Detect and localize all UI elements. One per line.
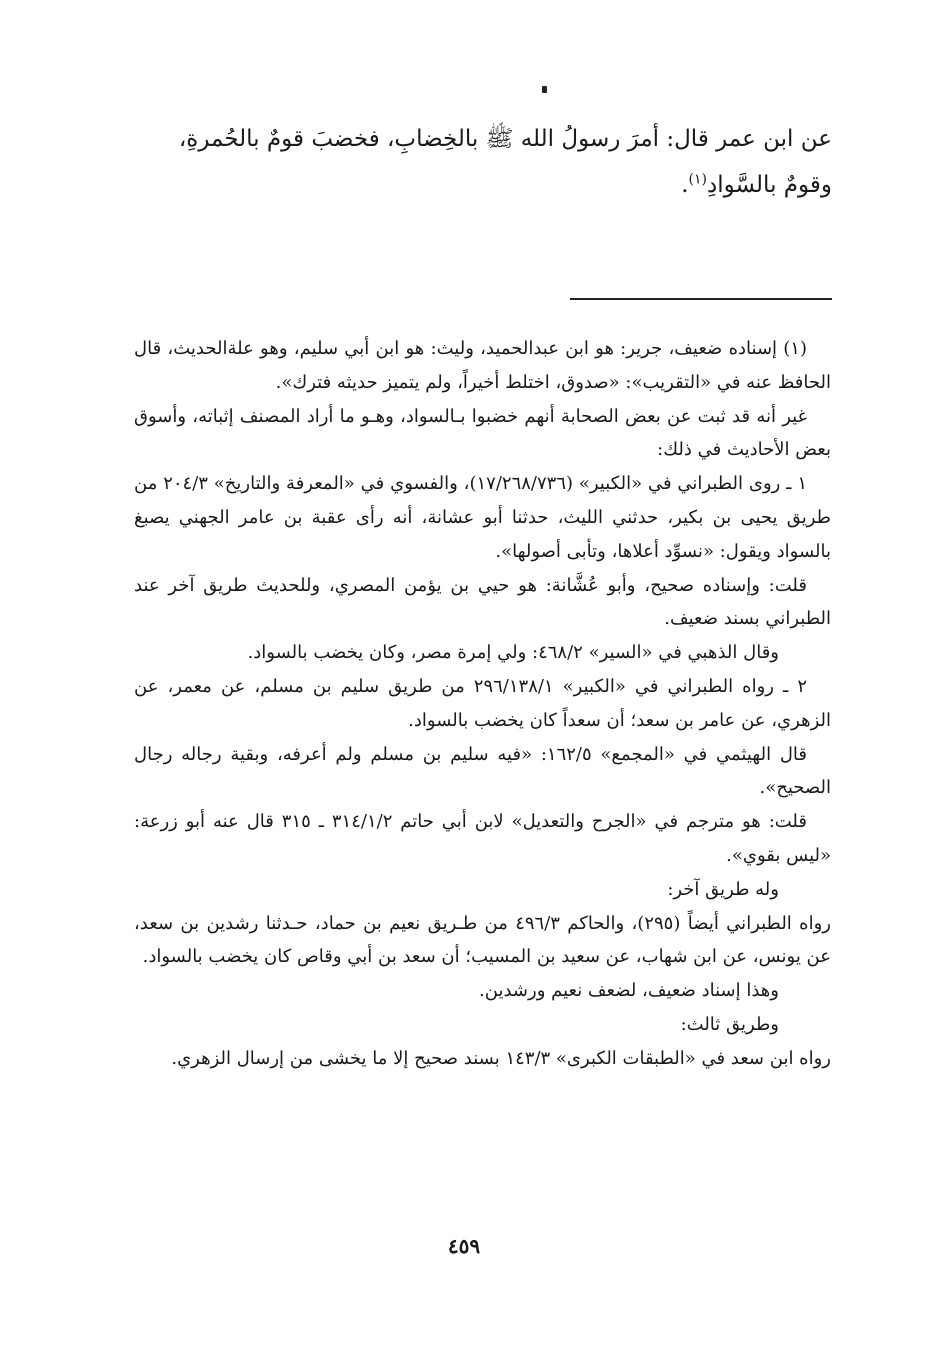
- footnote-divider: [570, 298, 832, 300]
- footnote-paragraph: وقال الذهبي في «السير» ٤٦٨/٢: ولي إمرة مصر، وكان يخضب بالسواد.: [247, 642, 779, 664]
- footnote-paragraph: رواه ابن سعد في «الطبقات الكبرى» ١٤٣/٣ بسند صحيح إلا ما يخشى من إرسال الزهري.: [171, 1047, 831, 1069]
- page-mark: [542, 86, 547, 93]
- main-text-line-2: وقومٌ بالسَّوادِ: [707, 172, 832, 198]
- footnote-paragraph: قال الهيثمي في «المجمع» ١٦٢/٥: «فيه سليم بن مسلم ولم أعرفه، وبقية رجاله رجال الصحيح».: [134, 743, 831, 799]
- main-text-line-2-end: .: [681, 172, 689, 198]
- footnote-paragraph: وهذا إسناد ضعيف، لضعف نعيم ورشدين.: [479, 980, 779, 1002]
- main-text-line: [130, 116, 832, 162]
- main-text-line: [130, 162, 832, 208]
- main-text-line-1: عن ابن عمر قال: أمرَ رسولُ الله ﷺ بالخِضابِ، فخضبَ قومٌ بالحُمرةِ،: [178, 126, 832, 152]
- footnote-paragraph: غير أنه قد ثبت عن بعض الصحابة أنهم خضبوا بـالسواد، وهـو ما أراد المصنف إثباته، وأسوق بعض الأحاديث في ذلك:: [134, 405, 831, 461]
- footnote-paragraph: قلت: هو مترجم في «الجرح والتعديل» لابن أبي حاتم ٣١٤/١/٢ ـ ٣١٥ قال عنه أبو زرعة: «ليس بقوي».: [134, 811, 831, 866]
- footnote-paragraph: وطريق ثالث:: [680, 1013, 779, 1035]
- footnote-paragraph: (١) إسناده ضعيف، جرير: هو ابن عبدالحميد، وليث: هو ابن أبي سليم، وهو علةالحديث، قال الحافظ عنه في «التقريب»: «صدوق، اختلط أخيراً، ولم يتميز حديثه فترك».: [134, 338, 831, 393]
- footnote-paragraph: رواه الطبراني أيضاً (٢٩٥)، والحاكم ٤٩٦/٣ من طـريق نعيم بن حماد، حـدثنا رشدين بن سعد، عن يونس، عن ابن شهاب، عن سعيد بن المسيب؛ أن سعد بن أبي وقاص كان يخضب بالسواد.: [134, 912, 831, 968]
- footnote-paragraph: ١ ـ روى الطبراني في «الكبير» (١٧/٢٦٨/٧٣٦)، والفسوي في «المعرفة والتاريخ» ٢٠٤/٣ من طريق يحيى بن بكير، حدثني الليث، حدثنا أبو عشانة، أنه رأى عقبة بن عامر الجهني يصبغ بالسواد ويقول: «نسوِّد أعلاها، وتأبى أصولها».: [134, 473, 831, 562]
- footnote-reference[interactable]: (١): [688, 171, 708, 188]
- footnote-paragraph: قلت: وإسناده صحيح، وأبو عُشَّانة: هو حيي بن يؤمن المصري، وللحديث طريق آخر عند الطبراني بسند ضعيف.: [134, 574, 831, 630]
- footnotes: [134, 332, 831, 1076]
- footnote-paragraph: ٢ ـ رواه الطبراني في «الكبير» ٢٩٦/١٣٨/١ من طريق سليم بن مسلم، عن معمر، عن الزهري، عن عامر بن سعد؛ أن سعداً كان يخضب بالسواد.: [134, 675, 831, 731]
- page-number: ٤٥٩: [447, 1234, 481, 1258]
- main-text: [130, 116, 832, 208]
- footnote-paragraph: وله طريق آخر:: [667, 878, 779, 900]
